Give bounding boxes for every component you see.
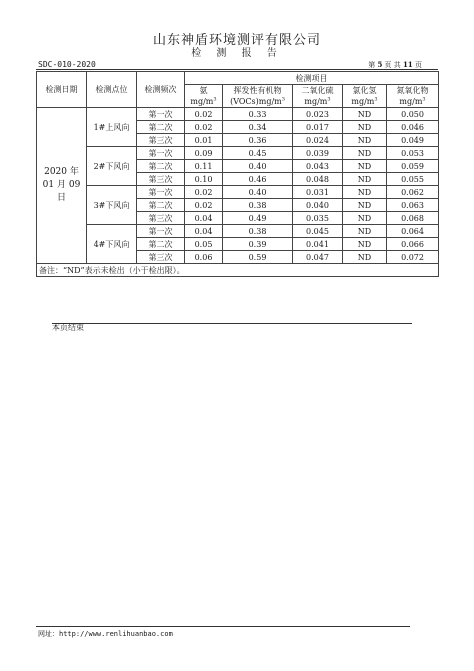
sampling-point: 1#上风向	[87, 108, 137, 147]
value-cell: ND	[343, 251, 387, 264]
value-cell: 0.040	[293, 199, 343, 212]
value-cell: 0.45	[223, 147, 293, 160]
value-cell: 0.34	[223, 121, 293, 134]
item-name: 氨	[199, 86, 208, 95]
sampling-point: 2#下风向	[87, 147, 137, 186]
value-cell: 0.05	[185, 238, 223, 251]
item-unit: mg/m	[351, 97, 375, 106]
sampling-point: 3#下风向	[87, 186, 137, 225]
item-name: 氮氧化物	[396, 86, 429, 95]
table-note: 备注：“ND”表示未检出（小于检出限）。	[37, 264, 439, 277]
value-cell: 0.041	[293, 238, 343, 251]
col-group-items: 检测项目	[185, 72, 439, 85]
value-cell: 0.047	[293, 251, 343, 264]
value-cell: 0.068	[387, 212, 439, 225]
item-name: 氯化氢	[352, 86, 377, 95]
report-subtitle: 检 测 报 告	[191, 48, 283, 59]
value-cell: ND	[343, 199, 387, 212]
col-header-point: 检测点位	[87, 72, 137, 108]
value-cell: 0.40	[223, 186, 293, 199]
frequency-cell: 第三次	[137, 212, 185, 225]
value-cell: ND	[343, 108, 387, 121]
frequency-cell: 第三次	[137, 251, 185, 264]
value-cell: ND	[343, 147, 387, 160]
value-cell: 0.40	[223, 160, 293, 173]
frequency-cell: 第二次	[137, 160, 185, 173]
col-header-date: 检测日期	[37, 72, 87, 108]
value-cell: 0.38	[223, 199, 293, 212]
value-cell: 0.33	[223, 108, 293, 121]
page-end-text: 本页结束	[52, 323, 84, 332]
table-row	[37, 225, 439, 238]
frequency-cell: 第三次	[137, 134, 185, 147]
value-cell: ND	[343, 186, 387, 199]
value-cell: 0.39	[223, 238, 293, 251]
item-unit: mg/m	[399, 97, 423, 106]
value-cell: 0.017	[293, 121, 343, 134]
value-cell: ND	[343, 225, 387, 238]
frequency-cell: 第一次	[137, 186, 185, 199]
frequency-cell: 第二次	[137, 121, 185, 134]
value-cell: 0.066	[387, 238, 439, 251]
value-cell: ND	[343, 238, 387, 251]
value-cell: ND	[343, 121, 387, 134]
item-unit: (VOCs)mg/m	[230, 97, 282, 106]
sampling-point: 4#下风向	[87, 225, 137, 264]
value-cell: 0.043	[293, 160, 343, 173]
value-cell: 0.035	[293, 212, 343, 225]
website-footer: 网址：http://www.renlihuanbao.com	[38, 630, 173, 638]
item-unit: mg/m	[190, 97, 214, 106]
value-cell: 0.053	[387, 147, 439, 160]
page-total: 11	[403, 60, 413, 69]
date-line: 日	[56, 193, 66, 203]
value-cell: 0.062	[387, 186, 439, 199]
document-number: SDC-010-2020	[38, 60, 96, 69]
item-name: 二氧化硫	[301, 86, 334, 95]
item-unit-exponent: 3	[281, 96, 285, 103]
value-cell: 0.01	[185, 134, 223, 147]
value-cell: 0.023	[293, 108, 343, 121]
company-name: 山东神盾环境测评有限公司	[152, 33, 321, 48]
value-cell: 0.06	[185, 251, 223, 264]
value-cell: 0.09	[185, 147, 223, 160]
page-prefix: 第	[368, 61, 376, 69]
item-unit-exponent: 3	[374, 96, 378, 103]
frequency-cell: 第二次	[137, 199, 185, 212]
value-cell: 0.02	[185, 199, 223, 212]
end-rule	[52, 323, 412, 324]
item-unit-exponent: 3	[213, 96, 217, 103]
value-cell: 0.46	[223, 173, 293, 186]
header-rule	[36, 69, 438, 70]
value-cell: 0.072	[387, 251, 439, 264]
item-unit-exponent: 3	[422, 96, 426, 103]
value-cell: 0.059	[387, 160, 439, 173]
item-name: 挥发性有机物	[233, 86, 282, 95]
table-row	[37, 186, 439, 199]
value-cell: 0.02	[185, 121, 223, 134]
value-cell: 0.045	[293, 225, 343, 238]
note-row	[37, 264, 439, 277]
frequency-cell: 第三次	[137, 173, 185, 186]
item-header-0	[185, 85, 223, 108]
value-cell: 0.024	[293, 134, 343, 147]
value-cell: 0.04	[185, 225, 223, 238]
frequency-cell: 第一次	[137, 108, 185, 121]
value-cell: ND	[343, 173, 387, 186]
frequency-cell: 第一次	[137, 225, 185, 238]
value-cell: 0.04	[185, 212, 223, 225]
date-line: 01 月 09	[42, 180, 81, 190]
value-cell: ND	[343, 134, 387, 147]
value-cell: 0.063	[387, 199, 439, 212]
value-cell: 0.38	[223, 225, 293, 238]
value-cell: 0.064	[387, 225, 439, 238]
page-number: 5	[377, 60, 383, 69]
page-mid: 页 共	[384, 61, 401, 69]
value-cell: 0.11	[185, 160, 223, 173]
value-cell: 0.10	[185, 173, 223, 186]
sampling-date	[37, 108, 87, 264]
value-cell: 0.039	[293, 147, 343, 160]
table-row	[37, 108, 439, 121]
results-table	[36, 71, 439, 277]
value-cell: 0.031	[293, 186, 343, 199]
value-cell: 0.02	[185, 108, 223, 121]
value-cell: 0.36	[223, 134, 293, 147]
value-cell: 0.59	[223, 251, 293, 264]
value-cell: 0.048	[293, 173, 343, 186]
item-header-2	[293, 85, 343, 108]
value-cell: ND	[343, 160, 387, 173]
item-unit: mg/m	[304, 97, 328, 106]
frequency-cell: 第一次	[137, 147, 185, 160]
value-cell: ND	[343, 212, 387, 225]
page-suffix: 页	[415, 61, 422, 69]
value-cell: 0.49	[223, 212, 293, 225]
item-header-1	[223, 85, 293, 108]
frequency-cell: 第二次	[137, 238, 185, 251]
value-cell: 0.046	[387, 121, 439, 134]
value-cell: 0.050	[387, 108, 439, 121]
item-header-4	[387, 85, 439, 108]
value-cell: 0.02	[185, 186, 223, 199]
table-row	[37, 147, 439, 160]
value-cell: 0.055	[387, 173, 439, 186]
item-header-3	[343, 85, 387, 108]
item-unit-exponent: 3	[327, 96, 331, 103]
value-cell: 0.049	[387, 134, 439, 147]
date-line: 2020 年	[44, 167, 79, 177]
footer-rule	[36, 626, 410, 627]
col-header-frequency: 检测频次	[137, 72, 185, 108]
